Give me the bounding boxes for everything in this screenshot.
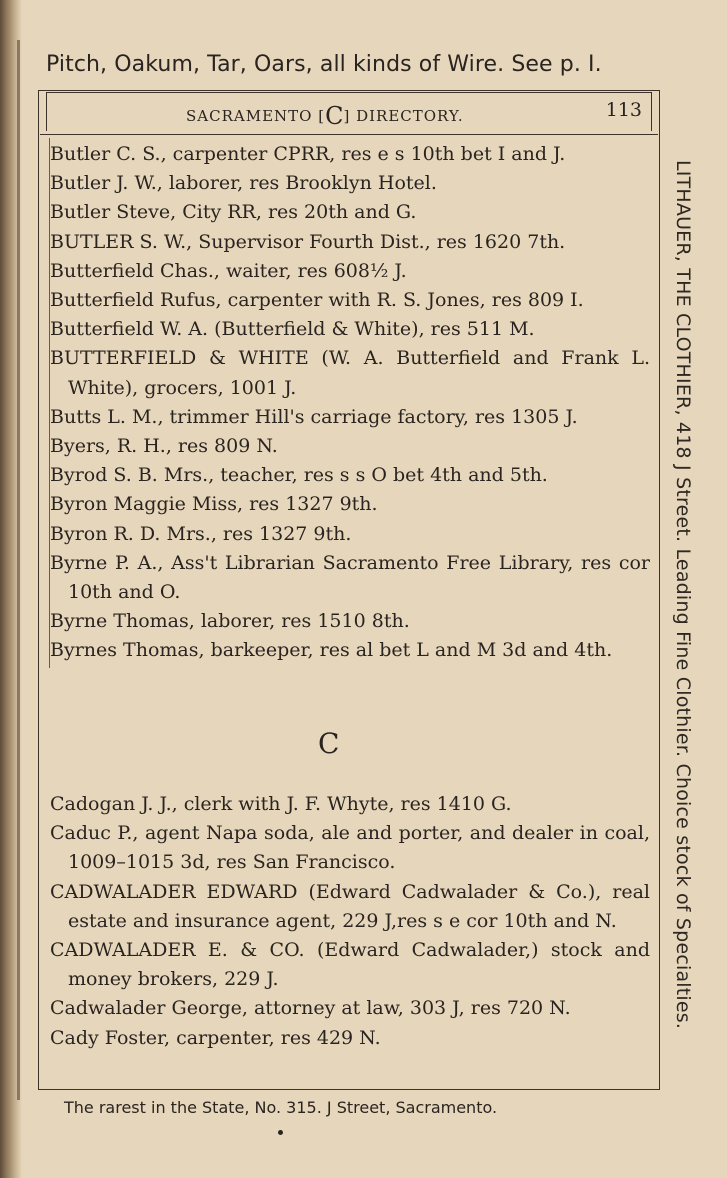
directory-entry: CADWALADER E. & CO. (Edward Cadwalader,) stock and money brokers, 229 J. [50, 939, 650, 991]
directory-entry: Butterfield Rufus, carpenter with R. S. Jones, res 809 I. [50, 289, 584, 312]
directory-entries-b [50, 140, 650, 666]
section-heading-c: C [318, 727, 340, 760]
directory-entry: Byrne Thomas, laborer, res 1510 8th. [50, 610, 410, 633]
directory-entry: Cady Foster, carpenter, res 429 N. [50, 1026, 381, 1049]
side-advert-strip [660, 160, 694, 1030]
directory-entries-c [50, 790, 650, 1053]
ornament-dot [278, 1130, 283, 1135]
directory-entry: Byrod S. B. Mrs., teacher, res s s O bet 4th and 5th. [50, 464, 548, 487]
directory-entry: Cadogan J. J., clerk with J. F. Whyte, res 1410 G. [50, 793, 512, 815]
side-advert: LITHAUER, THE CLOTHIER, 418 J Street. Leading Fine Clothier. Choice stock of Specialties. [672, 160, 694, 1030]
header-rule [40, 134, 658, 135]
running-head-right: ] DIRECTORY. [343, 107, 464, 125]
running-head-title [186, 102, 464, 130]
top-advert-banner: Pitch, Oakum, Tar, Oars, all kinds of Wire. See p. I. [46, 52, 602, 77]
directory-entry: BUTLER S. W., Supervisor Fourth Dist., res 1620 7th. [50, 230, 566, 253]
running-head [46, 96, 648, 130]
directory-entry: Butler C. S., carpenter CPRR, res e s 10th bet I and J. [50, 143, 566, 165]
directory-entry: Butts L. M., trimmer Hill's carriage factory, res 1305 J. [50, 405, 578, 428]
binding-shadow [17, 40, 20, 1100]
directory-entry: CADWALADER EDWARD (Edward Cadwalader & Co.), real estate and insurance agent, 229 J,res s e cor 10th and N. [50, 880, 650, 932]
directory-entry: Byers, R. H., res 809 N. [50, 435, 278, 458]
directory-entry: Byron Maggie Miss, res 1327 9th. [50, 493, 378, 516]
directory-entry: Butterfield W. A. (Butterfield & White), res 511 M. [50, 318, 535, 341]
directory-entry: BUTTERFIELD & WHITE (W. A. Butterfield and Frank L. White), grocers, 1001 J. [50, 347, 650, 399]
running-head-left: SACRAMENTO [ [186, 107, 326, 125]
running-head-letter: C [325, 102, 344, 130]
directory-entry: Butler Steve, City RR, res 20th and G. [50, 201, 417, 224]
footer-advert: The rarest in the State, No. 315. J Street, Sacramento. [64, 1098, 498, 1117]
directory-entry: Caduc P., agent Napa soda, ale and porter, and dealer in coal, 1009–1015 3d, res San Francisco. [50, 822, 650, 874]
directory-entry: Byrnes Thomas, barkeeper, res al bet L and M 3d and 4th. [50, 639, 613, 662]
directory-entry: Byrne P. A., Ass't Librarian Sacramento Free Library, res cor 10th and O. [50, 551, 650, 604]
directory-entry: Butler J. W., laborer, res Brooklyn Hotel. [50, 172, 437, 195]
directory-entry: Cadwalader George, attorney at law, 303 J, res 720 N. [50, 997, 571, 1020]
page-number: 113 [605, 99, 642, 121]
directory-entry: Byron R. D. Mrs., res 1327 9th. [50, 522, 352, 545]
directory-entry: Butterfield Chas., waiter, res 608½ J. [50, 259, 407, 282]
